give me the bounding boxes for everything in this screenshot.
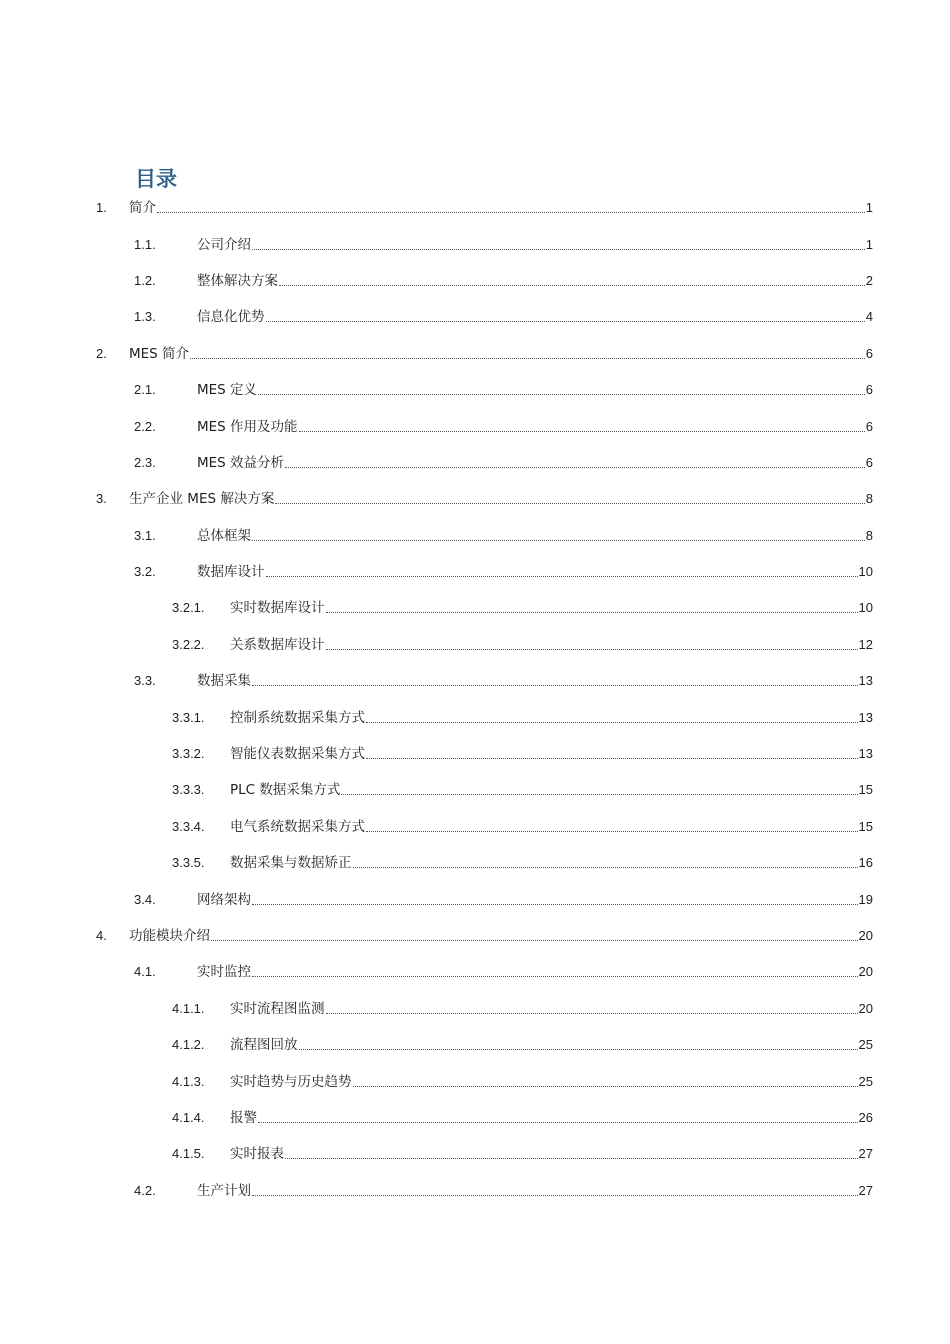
toc-entry-label: 报警 xyxy=(230,1109,257,1126)
toc-entry-body xyxy=(129,199,873,217)
toc-entry-page: 2 xyxy=(865,272,873,288)
toc-entry-number: 4. xyxy=(96,928,107,943)
toc-entry[interactable] xyxy=(0,299,950,335)
toc-entry-body xyxy=(129,345,873,363)
dot-leader xyxy=(366,722,858,723)
dot-leader xyxy=(285,1158,858,1159)
toc-entry-number: 2. xyxy=(96,345,107,361)
toc-entry-body xyxy=(197,236,873,254)
toc-entry-page: 15 xyxy=(858,782,873,798)
dot-leader xyxy=(326,612,858,613)
dot-leader xyxy=(279,285,865,286)
toc-entry-page: 13 xyxy=(858,746,873,762)
toc-entry-number: 3.2. xyxy=(134,564,156,580)
toc-entry-number: 1.2. xyxy=(134,272,156,288)
toc-entry-body xyxy=(197,891,873,909)
toc-entry-label: 实时报表 xyxy=(230,1146,284,1163)
toc-entry-body xyxy=(197,527,873,545)
toc-entry-number: 3. xyxy=(96,491,107,507)
toc-entry-number: 3.2.2. xyxy=(172,636,205,652)
toc-entry-number: 3.3.1. xyxy=(172,709,205,725)
toc-entry[interactable] xyxy=(0,518,950,554)
toc-entry-body xyxy=(197,963,873,981)
toc-entry[interactable] xyxy=(0,336,950,372)
toc-entry-page: 8 xyxy=(865,527,873,543)
toc-entry-body xyxy=(230,1000,873,1018)
toc-entry[interactable] xyxy=(0,372,950,408)
toc-entry-body xyxy=(230,1109,873,1127)
toc-entry-label: 生产计划 xyxy=(197,1182,251,1199)
toc-entry-page: 20 xyxy=(858,964,873,980)
toc-entry-number: 1. xyxy=(96,200,107,216)
dot-leader xyxy=(353,867,858,868)
toc-entry-page: 16 xyxy=(858,855,873,871)
toc-entry[interactable] xyxy=(0,263,950,299)
toc-entry-page: 15 xyxy=(858,818,873,834)
toc-entry[interactable] xyxy=(0,954,950,990)
dot-leader xyxy=(353,1086,858,1087)
toc-entry-label: MES 作用及功能 xyxy=(197,418,298,435)
toc-entry-page: 10 xyxy=(858,600,873,616)
toc-entry-page: 6 xyxy=(865,345,873,361)
toc-entry-label: 数据采集与数据矫正 xyxy=(230,855,352,872)
toc-entry[interactable] xyxy=(0,772,950,808)
toc-entry-label: PLC 数据采集方式 xyxy=(230,782,341,799)
toc-entry-body xyxy=(230,745,873,763)
toc-entry-label: 功能模块介绍 xyxy=(129,928,210,944)
toc-entry-label: MES 定义 xyxy=(197,382,258,399)
toc-entry-label: MES 效益分析 xyxy=(197,454,285,471)
toc-entry-number: 1.3. xyxy=(134,309,156,325)
toc-entry-body xyxy=(230,781,873,799)
dot-leader xyxy=(258,394,865,395)
toc-entry-page: 25 xyxy=(858,1037,873,1053)
toc-entry-number: 2.1. xyxy=(134,382,156,398)
toc-entry-body xyxy=(230,818,873,836)
dot-leader xyxy=(252,904,858,905)
toc-entry[interactable] xyxy=(0,1100,950,1136)
toc-entry-number: 4.2. xyxy=(134,1182,156,1198)
toc-entry[interactable] xyxy=(0,699,950,735)
toc-entry-label: 生产企业 MES 解决方案 xyxy=(129,491,275,508)
toc-entry-label: 实时趋势与历史趋势 xyxy=(230,1073,352,1090)
toc-entry-page: 12 xyxy=(858,636,873,652)
toc-entry[interactable] xyxy=(0,445,950,481)
toc-entry-number: 1.1. xyxy=(134,236,156,252)
toc-entry[interactable] xyxy=(0,590,950,626)
toc-entry-number: 3.3.4. xyxy=(172,818,205,834)
toc-entry-label: 信息化优势 xyxy=(197,309,265,326)
dot-leader xyxy=(252,249,865,250)
dot-leader xyxy=(366,758,858,759)
toc-entry-page: 13 xyxy=(858,673,873,689)
toc-entry[interactable] xyxy=(0,1173,950,1209)
toc-entry-body xyxy=(197,381,873,399)
toc-entry[interactable] xyxy=(0,627,950,663)
toc-entry-label: 关系数据库设计 xyxy=(230,636,325,653)
dot-leader xyxy=(252,540,865,541)
toc-entry-page: 4 xyxy=(865,309,873,325)
dot-leader xyxy=(252,685,858,686)
toc-entry-page: 1 xyxy=(865,200,873,216)
toc-entry-body xyxy=(197,1182,873,1200)
toc-entry-number: 2.2. xyxy=(134,418,156,434)
toc-entry-page: 10 xyxy=(858,564,873,580)
toc-entry-body xyxy=(129,490,873,508)
toc-entry-page: 6 xyxy=(865,382,873,398)
toc-entry-label: 数据采集 xyxy=(197,673,251,690)
toc-entry[interactable] xyxy=(0,663,950,699)
toc-entry-page: 19 xyxy=(858,891,873,907)
toc-entry-label: 电气系统数据采集方式 xyxy=(230,818,365,835)
toc-entry-label: 实时数据库设计 xyxy=(230,600,325,617)
toc-entry-label: 整体解决方案 xyxy=(197,272,278,289)
toc-entry-number: 4.1.4. xyxy=(172,1109,205,1125)
toc-entry-page: 13 xyxy=(858,709,873,725)
toc-entry-page: 26 xyxy=(858,1109,873,1125)
toc-entry[interactable] xyxy=(0,190,950,226)
toc-entry[interactable] xyxy=(0,845,950,881)
toc-entry[interactable] xyxy=(0,918,950,954)
toc-entry-body xyxy=(197,563,873,581)
toc-entry[interactable] xyxy=(0,881,950,917)
toc-entry-label: 实时流程图监测 xyxy=(230,1000,325,1017)
toc-entry-page: 6 xyxy=(865,454,873,470)
toc-entry-label: MES 简介 xyxy=(129,345,190,362)
toc-entry-page: 27 xyxy=(858,1182,873,1198)
toc-entry-body xyxy=(230,599,873,617)
toc-entry[interactable] xyxy=(0,736,950,772)
dot-leader xyxy=(326,649,858,650)
toc-entry-body xyxy=(230,636,873,654)
dot-leader xyxy=(190,358,865,359)
toc-entry[interactable] xyxy=(0,554,950,590)
toc-entry-number: 3.3.5. xyxy=(172,855,205,871)
toc-entry-body xyxy=(230,709,873,727)
toc-entry-number: 4.1.2. xyxy=(172,1037,205,1053)
dot-leader xyxy=(258,1122,858,1123)
dot-leader xyxy=(252,1195,858,1196)
dot-leader xyxy=(326,1013,858,1014)
toc-entry-body xyxy=(197,454,873,472)
toc-entry[interactable] xyxy=(0,1136,950,1172)
dot-leader xyxy=(266,576,858,577)
toc-entry[interactable] xyxy=(0,809,950,845)
toc-entry-page: 25 xyxy=(858,1073,873,1089)
toc-entry-page: 20 xyxy=(858,1000,873,1016)
dot-leader xyxy=(275,503,864,504)
toc-entry[interactable] xyxy=(0,1063,950,1099)
toc-entry-page: 1 xyxy=(865,236,873,252)
toc-title: 目录 xyxy=(135,167,177,191)
toc-entry-body xyxy=(197,672,873,690)
toc-entry-body xyxy=(230,1073,873,1091)
toc-entry-label: 流程图回放 xyxy=(230,1037,298,1054)
toc-entry-body xyxy=(197,272,873,290)
toc-entry-number: 2.3. xyxy=(134,454,156,470)
toc-entry-body xyxy=(129,927,873,945)
toc-entry-number: 3.4. xyxy=(134,891,156,907)
toc-entry-page: 8 xyxy=(865,491,873,507)
toc-entry[interactable] xyxy=(0,1027,950,1063)
dot-leader xyxy=(266,321,865,322)
dot-leader xyxy=(341,794,857,795)
dot-leader xyxy=(211,940,858,941)
toc-entry-number: 4.1. xyxy=(134,964,156,980)
toc-entry-number: 3.3.2. xyxy=(172,746,205,762)
toc-entry-page: 20 xyxy=(858,928,873,943)
dot-leader xyxy=(299,1049,858,1050)
toc-entry-body xyxy=(230,1036,873,1054)
toc-entry-page: 6 xyxy=(865,418,873,434)
toc-entry-label: 公司介绍 xyxy=(197,236,251,253)
toc-entry-label: 实时监控 xyxy=(197,964,251,981)
toc-entry[interactable] xyxy=(0,408,950,444)
toc-entry-label: 简介 xyxy=(129,200,156,217)
toc-entry-label: 网络架构 xyxy=(197,891,251,908)
toc-entry-label: 控制系统数据采集方式 xyxy=(230,709,365,726)
toc-entry-number: 4.1.5. xyxy=(172,1146,205,1162)
dot-leader xyxy=(285,467,865,468)
toc-entry-number: 3.2.1. xyxy=(172,600,205,616)
toc-entry[interactable] xyxy=(0,991,950,1027)
toc-entry-number: 4.1.3. xyxy=(172,1073,205,1089)
toc-entry-number: 3.3.3. xyxy=(172,782,205,798)
toc-entry-label: 数据库设计 xyxy=(197,564,265,581)
toc-list xyxy=(0,190,950,1209)
toc-entry[interactable] xyxy=(0,481,950,517)
toc-entry-number: 3.1. xyxy=(134,527,156,543)
toc-entry-page: 27 xyxy=(858,1146,873,1162)
dot-leader xyxy=(366,831,858,832)
dot-leader xyxy=(299,431,865,432)
toc-entry-number: 4.1.1. xyxy=(172,1000,205,1016)
toc-entry-body xyxy=(230,1145,873,1163)
dot-leader xyxy=(252,976,858,977)
toc-entry-label: 总体框架 xyxy=(197,527,251,544)
toc-entry-label: 智能仪表数据采集方式 xyxy=(230,746,365,763)
toc-entry-body xyxy=(197,308,873,326)
toc-entry-body xyxy=(197,418,873,436)
toc-entry-number: 3.3. xyxy=(134,673,156,689)
toc-entry[interactable] xyxy=(0,226,950,262)
dot-leader xyxy=(157,212,865,213)
toc-entry-body xyxy=(230,854,873,872)
